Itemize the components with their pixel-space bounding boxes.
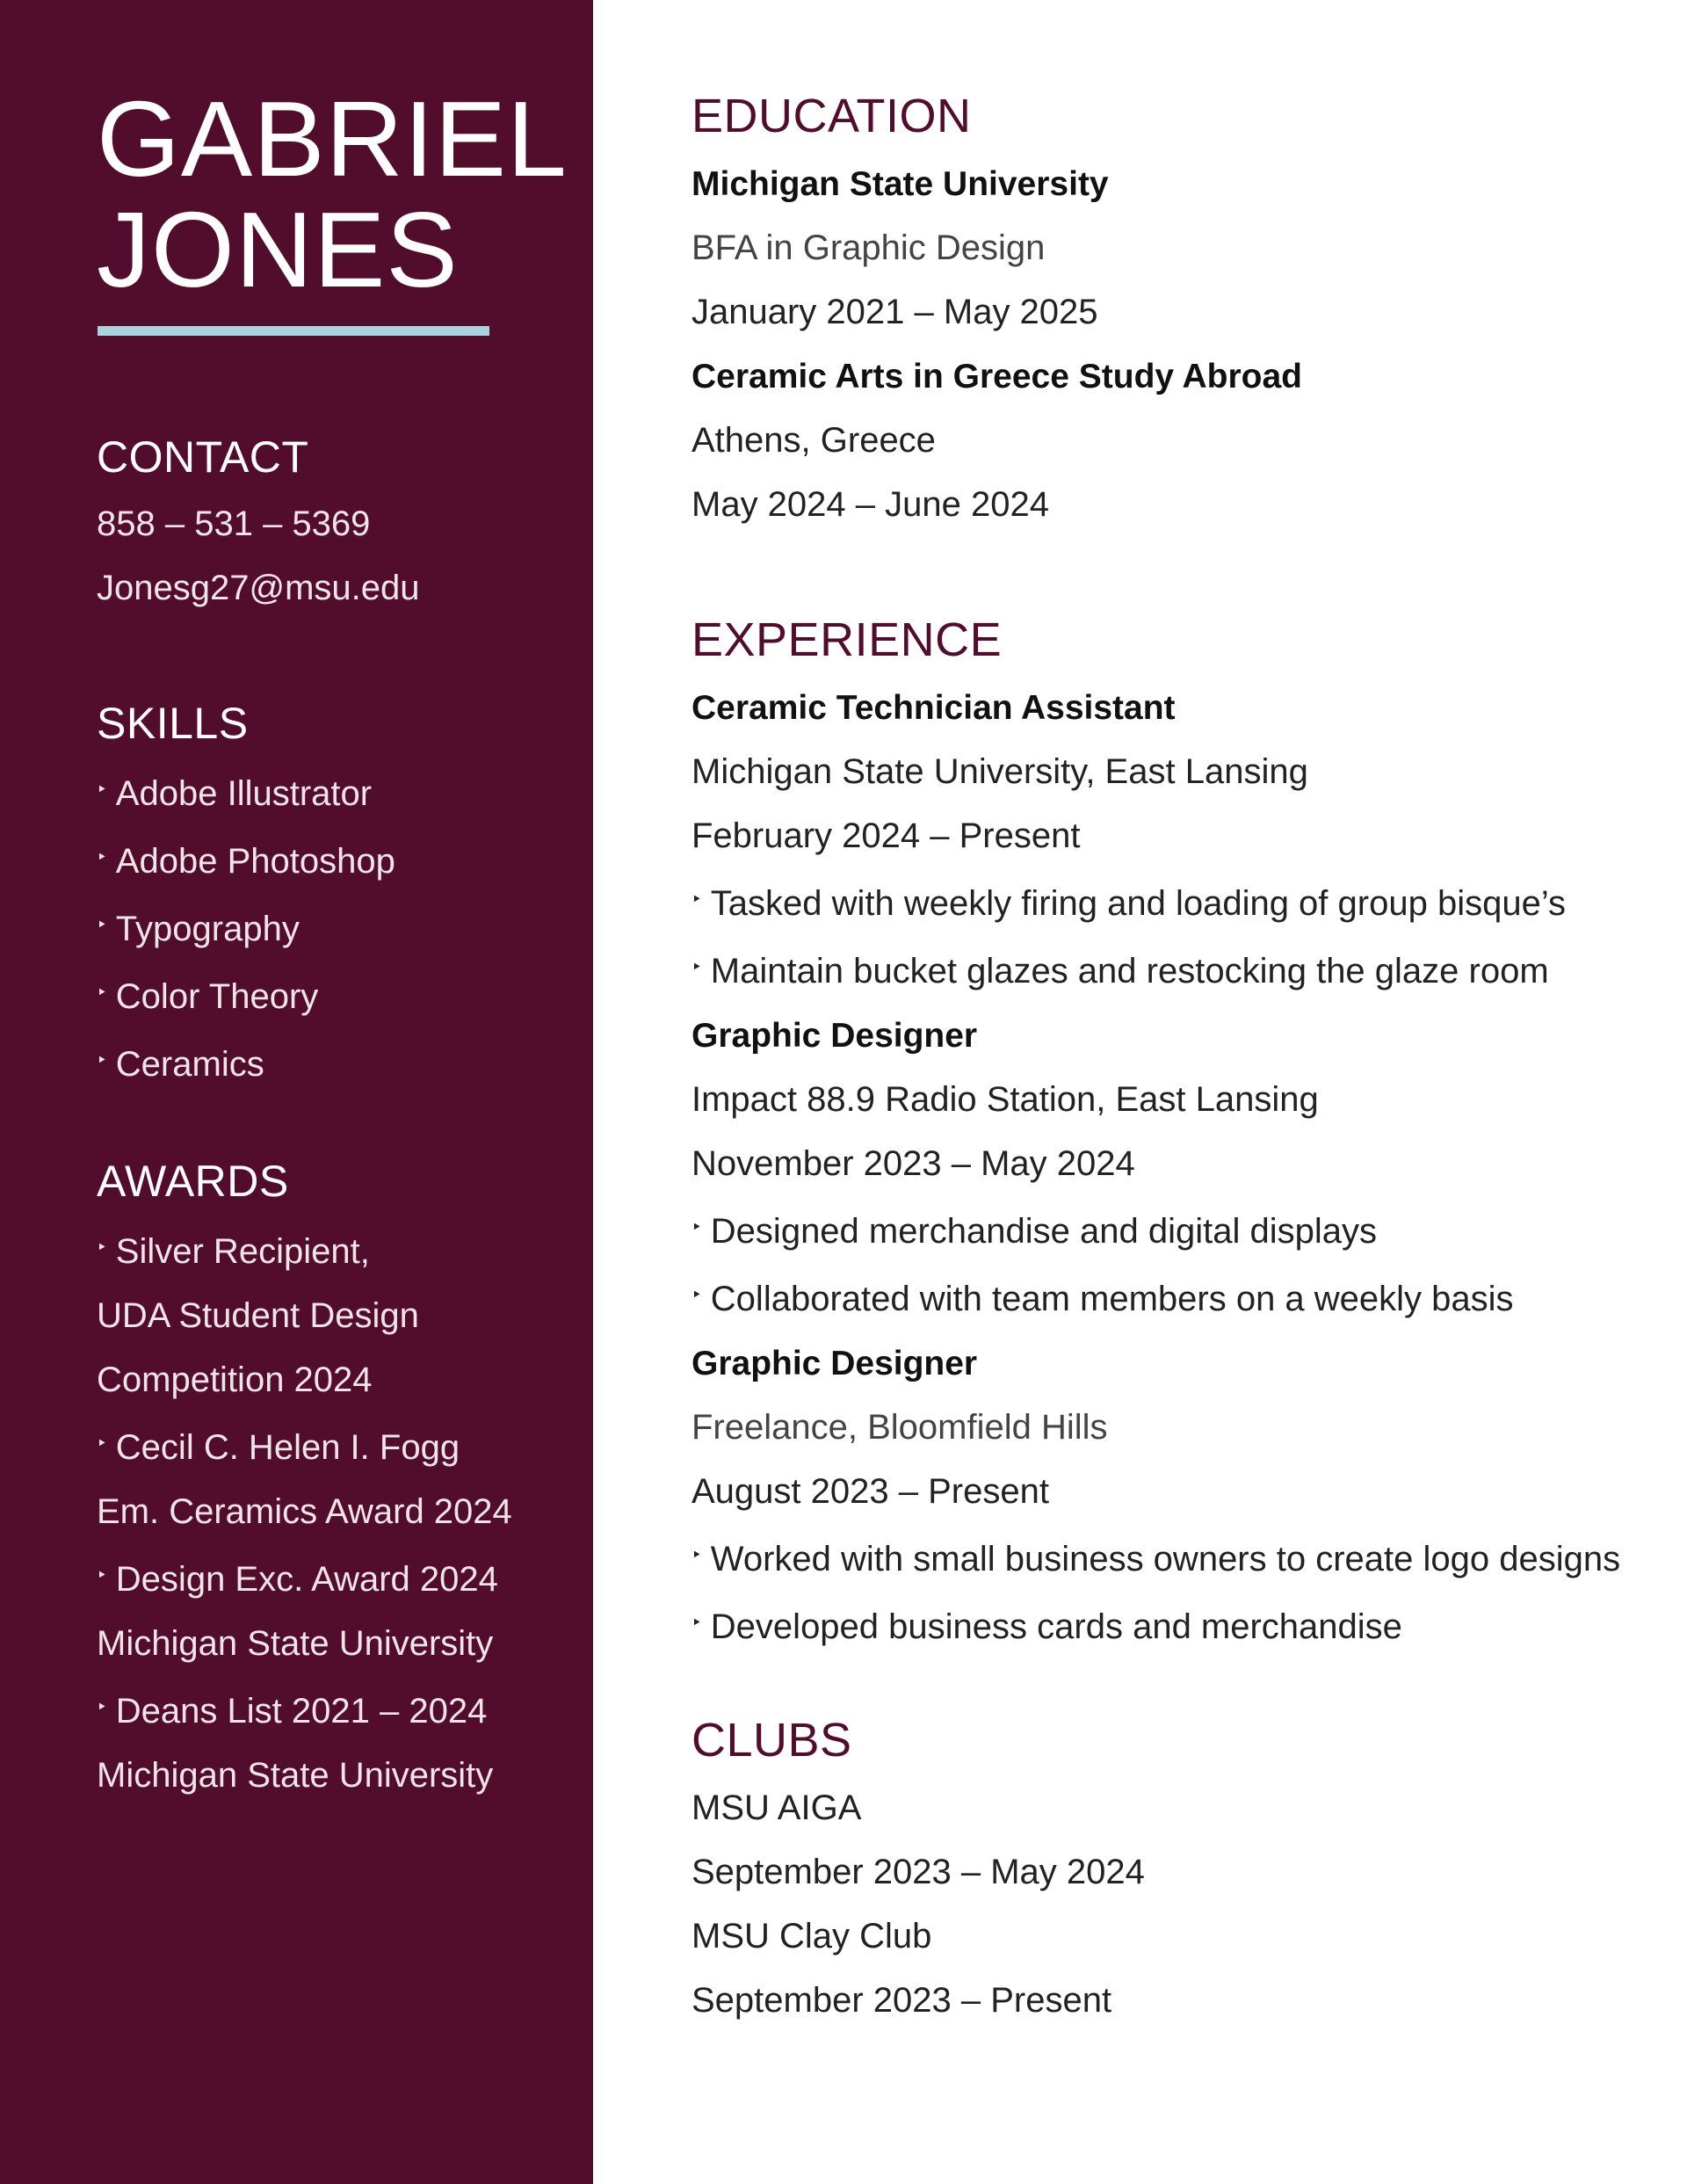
award-line: ‣ Silver Recipient,: [97, 1232, 370, 1271]
skill-item: ‣ Adobe Illustrator: [97, 774, 373, 813]
skill-item: ‣ Typography: [97, 910, 300, 948]
job-dates: November 2023 – May 2024: [691, 1144, 1135, 1183]
job-bullet: ‣ Maintain bucket glazes and restocking the glaze room: [691, 952, 1549, 990]
bullet-icon: ‣: [97, 848, 107, 867]
bullet-icon: ‣: [97, 916, 107, 935]
awards-heading: AWARDS: [97, 1157, 289, 1206]
bullet-icon: ‣: [691, 958, 702, 977]
bullet-icon: ‣: [97, 1051, 107, 1070]
job-bullet: ‣ Tasked with weekly firing and loading of group bisque’s: [691, 884, 1566, 923]
skill-item: ‣ Adobe Photoshop: [97, 842, 395, 881]
last-name: JONES: [97, 190, 459, 309]
job-bullet: ‣ Worked with small business owners to create logo designs: [691, 1540, 1621, 1578]
bullet-icon: ‣: [97, 1434, 107, 1454]
education-detail: BFA in Graphic Design: [691, 229, 1046, 267]
contact-email: Jonesg27@msu.edu: [97, 569, 420, 607]
club-dates: September 2023 – Present: [691, 1981, 1112, 2020]
bullet-icon: ‣: [691, 1546, 702, 1565]
job-org: Michigan State University, East Lansing: [691, 752, 1308, 791]
experience-heading: EXPERIENCE: [691, 613, 1003, 666]
education-title: Ceramic Arts in Greece Study Abroad: [691, 358, 1302, 395]
job-dates: August 2023 – Present: [691, 1472, 1049, 1511]
job-bullet: ‣ Developed business cards and merchandise: [691, 1607, 1402, 1646]
sidebar: [0, 0, 593, 2184]
contact-section: [97, 431, 420, 620]
contact-phone: 858 – 531 – 5369: [97, 504, 371, 543]
job-title: Ceramic Technician Assistant: [691, 689, 1176, 727]
skill-item: ‣ Ceramics: [97, 1045, 264, 1084]
job-title: Graphic Designer: [691, 1345, 978, 1382]
skills-section: [97, 697, 395, 1097]
bullet-icon: ‣: [97, 983, 107, 1003]
bullet-icon: ‣: [691, 1218, 702, 1237]
bullet-icon: ‣: [97, 1566, 107, 1585]
award-line: Competition 2024: [97, 1360, 373, 1399]
education-dates: May 2024 – June 2024: [691, 485, 1049, 524]
education-dates: January 2021 – May 2025: [691, 293, 1098, 331]
education-title: Michigan State University: [691, 165, 1109, 203]
bullet-icon: ‣: [691, 890, 702, 910]
bullet-icon: ‣: [691, 1286, 702, 1305]
education-section: [691, 152, 1302, 537]
award-line: Em. Ceramics Award 2024: [97, 1492, 512, 1531]
education-heading: EDUCATION: [691, 90, 972, 142]
resume-name: [97, 79, 568, 309]
awards-section: [97, 1155, 512, 1808]
first-name: GABRIEL: [97, 79, 568, 199]
job-title: Graphic Designer: [691, 1017, 978, 1055]
clubs-section: [691, 1776, 1145, 2033]
bullet-icon: ‣: [97, 1698, 107, 1717]
job-dates: February 2024 – Present: [691, 816, 1081, 855]
job-org: Impact 88.9 Radio Station, East Lansing: [691, 1080, 1319, 1119]
clubs-heading: CLUBS: [691, 1714, 852, 1767]
job-org: Freelance, Bloomfield Hills: [691, 1408, 1108, 1447]
club-name: MSU Clay Club: [691, 1917, 932, 1955]
contact-heading: CONTACT: [97, 432, 309, 482]
skills-heading: SKILLS: [97, 699, 249, 748]
name-underline: [98, 326, 489, 336]
bullet-icon: ‣: [97, 780, 107, 800]
award-line: Michigan State University: [97, 1756, 494, 1795]
award-line: ‣ Cecil C. Helen I. Fogg: [97, 1428, 460, 1467]
award-line: Michigan State University: [97, 1624, 494, 1663]
bullet-icon: ‣: [97, 1238, 107, 1258]
skill-item: ‣ Color Theory: [97, 977, 319, 1016]
club-name: MSU AIGA: [691, 1789, 862, 1827]
education-detail: Athens, Greece: [691, 421, 936, 460]
job-bullet: ‣ Collaborated with team members on a weekly basis: [691, 1280, 1514, 1318]
award-line: ‣ Design Exc. Award 2024: [97, 1560, 498, 1599]
job-bullet: ‣ Designed merchandise and digital displays: [691, 1212, 1378, 1251]
bullet-icon: ‣: [691, 1614, 702, 1633]
award-line: ‣ Deans List 2021 – 2024: [97, 1692, 488, 1731]
club-dates: September 2023 – May 2024: [691, 1853, 1145, 1891]
experience-section: [691, 676, 1620, 1659]
award-line: UDA Student Design: [97, 1296, 419, 1335]
